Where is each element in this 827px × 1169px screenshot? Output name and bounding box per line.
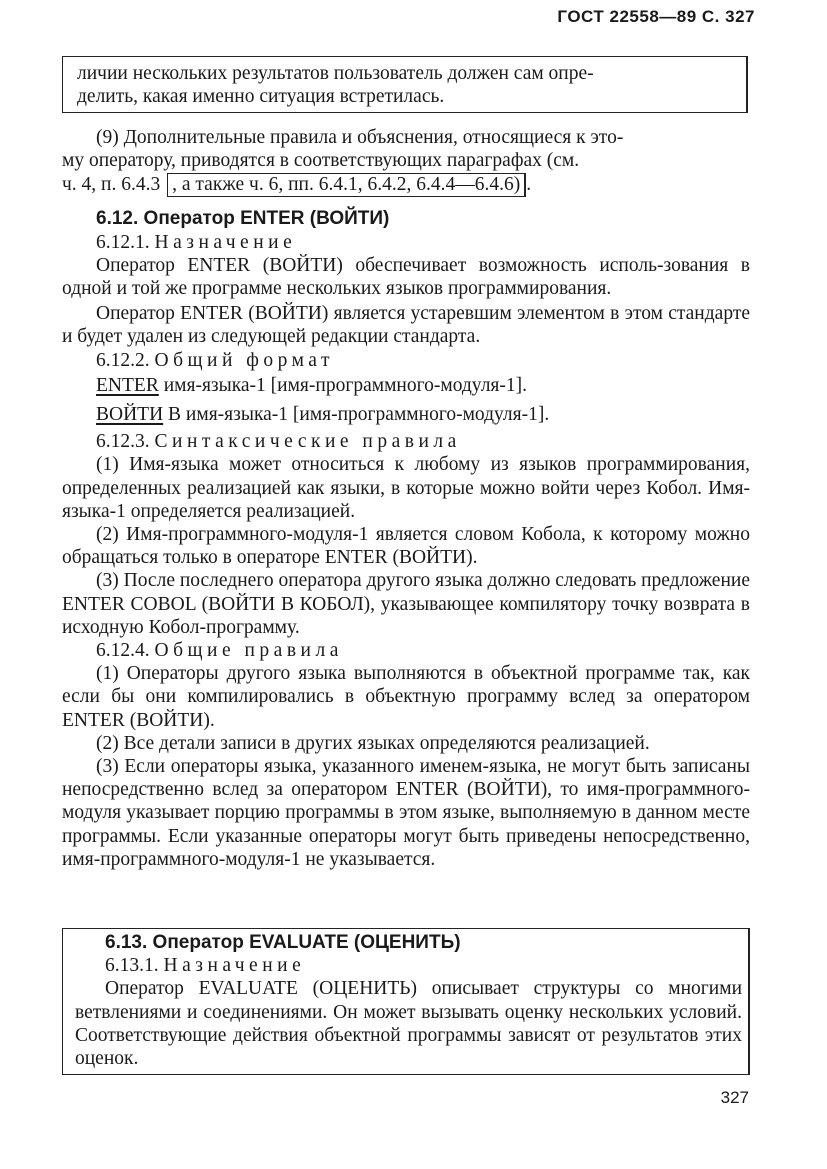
section-6-13-title: 6.13. Оператор EVALUATE (ОЦЕНИТЬ) [105, 932, 461, 953]
format-line-1-rest: имя-языка-1 [имя-программного-модуля-1]. [158, 374, 528, 396]
section-6-13-1-p1: Оператор EVALUATE (ОЦЕНИТЬ) описывает структуры со многими ветвлениями и соединениями. Он может вызывать оценку нескольких условий. Соответствующие действия объектной программы зависят от результатов этих оценок. [75, 978, 742, 1070]
para-9-line-3 [62, 173, 750, 197]
para-9-end: . [526, 174, 532, 196]
general-rule-2: (2) Все детали записи в других языках определяются реализацией. [96, 732, 650, 754]
section-6-12-4-heading: 6.12.4. Общие правила [96, 640, 343, 662]
main-column [62, 126, 750, 871]
general-rule-3: (3) Если операторы языка, указанного именем-языка, не могут быть записаны непосредственно вслед за оператором ENTER (ВОЙТИ), то имя-программного-модуля указывает порцию программы в этом языке, выполняемую в данном месте программы. Если указанные операторы могут быть приведены непосредственно, имя-программного-модуля-1 не указывается. [62, 756, 750, 870]
section-6-12-title: 6.12. Оператор ENTER (ВОЙТИ) [96, 208, 390, 230]
para-9-line-2: му оператору, приводятся в соответствующих параграфах (см. [62, 150, 580, 172]
section-6-12-3-heading: 6.12.3. Синтаксические правила [96, 431, 461, 453]
page-header: ГОСТ 22558—89 С. 327 [557, 7, 755, 26]
section-6-12-1-p2: Оператор ENTER (ВОЙТИ) является устаревшим элементом в этом стандарте и будет удален из следующей редакции стандарта. [62, 303, 750, 348]
section-6-12-2-heading: 6.12.2. Общий формат [96, 349, 334, 371]
para-9-ref: ч. 4, п. 6.4.3 [62, 174, 161, 196]
boxed-line-1: личии нескольких результатов пользователь должен сам опре- [77, 63, 594, 84]
format-line-2-rest: В имя-языка-1 [имя-программного-модуля-1]. [163, 404, 550, 426]
para-9-line-1: (9) Дополнительные правила и объяснения, относящиеся к это- [96, 127, 624, 148]
format-line-2 [62, 403, 750, 426]
general-rule-1: (1) Операторы другого языка выполняются в объектной программе так, как если бы они компилировались в объектную программу вслед за оператором ENTER (ВОЙТИ). [62, 663, 750, 731]
boxed-line-2: делить, какая именно ситуация встретилась. [77, 86, 445, 108]
format-keyword-enter: ENTER [96, 374, 159, 396]
para-9-boxed-ref: , а также ч. 6, пп. 6.4.1, 6.4.2, 6.4.4—6.4.6) [167, 173, 526, 197]
page-number: 327 [720, 1088, 749, 1107]
format-line-1 [62, 374, 750, 397]
syntax-rule-3: (3) После последнего оператора другого языка должно следовать предложение ENTER COBOL (ВОЙТИ В КОБОЛ), указывающее компилятору точку возврата в исходную Кобол-программу. [62, 570, 750, 638]
syntax-rule-1: (1) Имя-языка может относиться к любому из языков программирования, определенных реализацией как языки, в которые можно войти через Кобол. Имя-языка-1 определяется реализацией. [62, 454, 750, 522]
section-6-12-1-p1: Оператор ENTER (ВОЙТИ) обеспечивает возможность исполь-зования в одной и той же программе нескольких языков программирования. [62, 254, 750, 300]
boxed-section-6-13 [62, 928, 750, 1075]
section-6-13-1-heading: 6.13.1. Назначение [105, 955, 306, 977]
section-6-12-1-heading: 6.12.1. Назначение [96, 231, 297, 253]
syntax-rule-2: (2) Имя-программного-модуля-1 является словом Кобола, к которому можно обращаться только в операторе ENTER (ВОЙТИ). [62, 524, 750, 569]
boxed-text-top [62, 56, 748, 113]
format-keyword-voiti: ВОЙТИ [96, 404, 164, 426]
